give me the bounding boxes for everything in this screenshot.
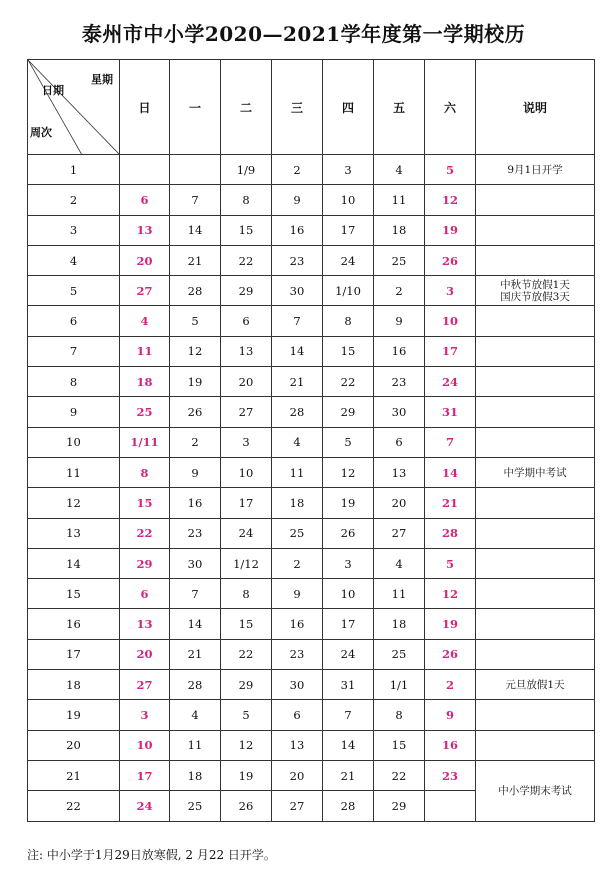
day-cell: 3: [323, 155, 374, 185]
day-cell: 10: [221, 457, 272, 487]
week-number: 14: [28, 548, 120, 578]
day-cell: 8: [323, 306, 374, 336]
day-cell: [120, 155, 170, 185]
day-cell: 15: [120, 488, 170, 518]
header-day-tue: 二: [221, 60, 272, 155]
day-cell: 7: [323, 700, 374, 730]
day-cell: 6: [272, 700, 323, 730]
day-cell: 11: [170, 730, 221, 760]
note-cell: 9月1日开学: [476, 155, 595, 185]
note-cell: [476, 730, 595, 760]
day-cell: 21: [272, 367, 323, 397]
week-number: 22: [28, 791, 120, 821]
note-cell: [476, 700, 595, 730]
day-cell: 9: [170, 457, 221, 487]
day-cell: 23: [170, 518, 221, 548]
week-number: 10: [28, 427, 120, 457]
table-row: [28, 276, 595, 306]
day-cell: 17: [323, 609, 374, 639]
day-cell: 20: [120, 245, 170, 275]
day-cell: 31: [425, 397, 476, 427]
table-row: [28, 760, 595, 790]
day-cell: 8: [120, 457, 170, 487]
day-cell: 18: [374, 609, 425, 639]
day-cell: 13: [221, 336, 272, 366]
day-cell: 17: [323, 215, 374, 245]
table-row: [28, 306, 595, 336]
day-cell: 1/11: [120, 427, 170, 457]
day-cell: 29: [221, 670, 272, 700]
day-cell: 25: [120, 397, 170, 427]
day-cell: [425, 791, 476, 821]
day-cell: 13: [272, 730, 323, 760]
week-number: 2: [28, 185, 120, 215]
table-row: [28, 639, 595, 669]
day-cell: 28: [323, 791, 374, 821]
table-row: [28, 518, 595, 548]
day-cell: 13: [120, 609, 170, 639]
day-cell: 29: [120, 548, 170, 578]
day-cell: 28: [272, 397, 323, 427]
day-cell: 24: [120, 791, 170, 821]
footnote: 注: 中小学于1月29日放寒假, 2 月22 日开学。: [27, 848, 276, 862]
day-cell: 2: [374, 276, 425, 306]
day-cell: 18: [374, 215, 425, 245]
day-cell: 17: [221, 488, 272, 518]
week-number: 4: [28, 245, 120, 275]
table-row: [28, 700, 595, 730]
day-cell: 24: [425, 367, 476, 397]
note-cell: 中小学期末考试: [476, 760, 595, 821]
week-number: 16: [28, 609, 120, 639]
day-cell: 3: [425, 276, 476, 306]
day-cell: 22: [120, 518, 170, 548]
table-row: [28, 609, 595, 639]
day-cell: 18: [120, 367, 170, 397]
day-cell: 1/10: [323, 276, 374, 306]
table-row: [28, 579, 595, 609]
day-cell: 22: [323, 367, 374, 397]
day-cell: 8: [221, 579, 272, 609]
day-cell: 2: [272, 548, 323, 578]
day-cell: 13: [120, 215, 170, 245]
table-row: [28, 336, 595, 366]
day-cell: 3: [120, 700, 170, 730]
note-cell: [476, 245, 595, 275]
day-cell: 17: [425, 336, 476, 366]
day-cell: [170, 155, 221, 185]
day-cell: 18: [272, 488, 323, 518]
day-cell: 18: [170, 760, 221, 790]
day-cell: 16: [272, 215, 323, 245]
day-cell: 4: [120, 306, 170, 336]
calendar-table: [27, 59, 595, 822]
note-cell: [476, 185, 595, 215]
week-number: 21: [28, 760, 120, 790]
table-row: [28, 488, 595, 518]
week-number: 6: [28, 306, 120, 336]
header-day-wed: 三: [272, 60, 323, 155]
day-cell: 23: [374, 367, 425, 397]
day-cell: 19: [170, 367, 221, 397]
day-cell: 26: [170, 397, 221, 427]
table-row: [28, 548, 595, 578]
day-cell: 25: [170, 791, 221, 821]
header-note: 说明: [476, 60, 595, 155]
day-cell: 31: [323, 670, 374, 700]
day-cell: 20: [272, 760, 323, 790]
week-number: 18: [28, 670, 120, 700]
day-cell: 14: [170, 609, 221, 639]
table-row: [28, 245, 595, 275]
day-cell: 5: [425, 548, 476, 578]
header-day-fri: 五: [374, 60, 425, 155]
week-number: 5: [28, 276, 120, 306]
day-cell: 27: [120, 276, 170, 306]
day-cell: 12: [425, 579, 476, 609]
note-cell: [476, 215, 595, 245]
corner-weekday-label: 星期: [91, 73, 113, 86]
header-day-sun: 日: [120, 60, 170, 155]
day-cell: 25: [374, 639, 425, 669]
note-line: 中秋节放假1天: [500, 278, 570, 291]
day-cell: 5: [323, 427, 374, 457]
note-cell: [476, 518, 595, 548]
calendar-body: [28, 60, 595, 822]
day-cell: 20: [374, 488, 425, 518]
day-cell: 4: [374, 548, 425, 578]
day-cell: 10: [323, 579, 374, 609]
week-number: 20: [28, 730, 120, 760]
day-cell: 27: [374, 518, 425, 548]
week-number: 12: [28, 488, 120, 518]
day-cell: 5: [425, 155, 476, 185]
day-cell: 26: [425, 639, 476, 669]
day-cell: 29: [221, 276, 272, 306]
day-cell: 12: [323, 457, 374, 487]
day-cell: 27: [221, 397, 272, 427]
day-cell: 13: [374, 457, 425, 487]
day-cell: 7: [272, 306, 323, 336]
note-cell: 中学期中考试: [476, 457, 595, 487]
day-cell: 2: [272, 155, 323, 185]
day-cell: 28: [170, 670, 221, 700]
day-cell: 11: [272, 457, 323, 487]
header-row: [28, 60, 595, 155]
day-cell: 19: [425, 215, 476, 245]
day-cell: 7: [170, 579, 221, 609]
day-cell: 24: [323, 639, 374, 669]
note-cell: [476, 488, 595, 518]
day-cell: 4: [170, 700, 221, 730]
day-cell: 16: [170, 488, 221, 518]
day-cell: 19: [425, 609, 476, 639]
note-cell: [476, 427, 595, 457]
day-cell: 30: [170, 548, 221, 578]
page-title: 泰州市中小学2020—2021学年度第一学期校历: [81, 22, 526, 46]
day-cell: 27: [120, 670, 170, 700]
header-day-sat: 六: [425, 60, 476, 155]
table-row: [28, 367, 595, 397]
day-cell: 3: [323, 548, 374, 578]
week-number: 9: [28, 397, 120, 427]
day-cell: 10: [425, 306, 476, 336]
week-number: 3: [28, 215, 120, 245]
day-cell: 4: [374, 155, 425, 185]
day-cell: 1/9: [221, 155, 272, 185]
day-cell: 25: [272, 518, 323, 548]
day-cell: 3: [221, 427, 272, 457]
week-number: 15: [28, 579, 120, 609]
week-number: 7: [28, 336, 120, 366]
day-cell: 11: [374, 185, 425, 215]
header-day-mon: 一: [170, 60, 221, 155]
day-cell: 21: [425, 488, 476, 518]
day-cell: 23: [272, 639, 323, 669]
day-cell: 2: [425, 670, 476, 700]
day-cell: 15: [221, 609, 272, 639]
day-cell: 22: [221, 245, 272, 275]
day-cell: 10: [120, 730, 170, 760]
day-cell: 30: [374, 397, 425, 427]
note-cell: [476, 276, 595, 306]
table-row: [28, 427, 595, 457]
table-row: [28, 215, 595, 245]
day-cell: 19: [323, 488, 374, 518]
day-cell: 26: [425, 245, 476, 275]
day-cell: 14: [425, 457, 476, 487]
day-cell: 17: [120, 760, 170, 790]
day-cell: 16: [374, 336, 425, 366]
day-cell: 24: [323, 245, 374, 275]
table-row: [28, 457, 595, 487]
day-cell: 24: [221, 518, 272, 548]
week-number: 19: [28, 700, 120, 730]
day-cell: 11: [120, 336, 170, 366]
note-cell: [476, 397, 595, 427]
day-cell: 28: [425, 518, 476, 548]
day-cell: 23: [272, 245, 323, 275]
header-day-thu: 四: [323, 60, 374, 155]
note-cell: [476, 336, 595, 366]
note-line: 国庆节放假3天: [500, 290, 570, 303]
day-cell: 21: [323, 760, 374, 790]
note-cell: [476, 579, 595, 609]
table-row: [28, 185, 595, 215]
day-cell: 27: [272, 791, 323, 821]
table-row: [28, 155, 595, 185]
day-cell: 2: [170, 427, 221, 457]
day-cell: 6: [120, 579, 170, 609]
day-cell: 26: [221, 791, 272, 821]
day-cell: 21: [170, 639, 221, 669]
day-cell: 6: [120, 185, 170, 215]
day-cell: 22: [374, 760, 425, 790]
day-cell: 6: [374, 427, 425, 457]
day-cell: 22: [221, 639, 272, 669]
table-row: [28, 730, 595, 760]
week-number: 1: [28, 155, 120, 185]
day-cell: 14: [323, 730, 374, 760]
day-cell: 21: [170, 245, 221, 275]
day-cell: 12: [425, 185, 476, 215]
day-cell: 7: [425, 427, 476, 457]
day-cell: 5: [221, 700, 272, 730]
day-cell: 15: [221, 215, 272, 245]
day-cell: 14: [272, 336, 323, 366]
corner-date-label: 日期: [42, 84, 64, 97]
corner-cell: [28, 60, 120, 155]
day-cell: 16: [272, 609, 323, 639]
day-cell: 16: [425, 730, 476, 760]
day-cell: 30: [272, 670, 323, 700]
week-number: 8: [28, 367, 120, 397]
day-cell: 15: [323, 336, 374, 366]
day-cell: 30: [272, 276, 323, 306]
day-cell: 9: [374, 306, 425, 336]
day-cell: 4: [272, 427, 323, 457]
day-cell: 8: [374, 700, 425, 730]
day-cell: 29: [323, 397, 374, 427]
day-cell: 25: [374, 245, 425, 275]
note-cell: [476, 639, 595, 669]
note-cell: [476, 306, 595, 336]
day-cell: 20: [221, 367, 272, 397]
day-cell: 7: [170, 185, 221, 215]
note-cell: [476, 609, 595, 639]
note-cell: [476, 367, 595, 397]
day-cell: 10: [323, 185, 374, 215]
day-cell: 9: [272, 579, 323, 609]
day-cell: 6: [221, 306, 272, 336]
day-cell: 20: [120, 639, 170, 669]
day-cell: 14: [170, 215, 221, 245]
day-cell: 29: [374, 791, 425, 821]
week-number: 17: [28, 639, 120, 669]
day-cell: 9: [272, 185, 323, 215]
day-cell: 11: [374, 579, 425, 609]
day-cell: 1/12: [221, 548, 272, 578]
day-cell: 8: [221, 185, 272, 215]
day-cell: 19: [221, 760, 272, 790]
table-row: [28, 670, 595, 700]
week-number: 13: [28, 518, 120, 548]
day-cell: 15: [374, 730, 425, 760]
day-cell: 5: [170, 306, 221, 336]
day-cell: 26: [323, 518, 374, 548]
corner-week-label: 周次: [30, 126, 52, 139]
day-cell: 12: [221, 730, 272, 760]
day-cell: 1/1: [374, 670, 425, 700]
day-cell: 12: [170, 336, 221, 366]
note-cell: 元旦放假1天: [476, 670, 595, 700]
day-cell: 23: [425, 760, 476, 790]
week-number: 11: [28, 457, 120, 487]
table-row: [28, 397, 595, 427]
day-cell: 9: [425, 700, 476, 730]
day-cell: 28: [170, 276, 221, 306]
note-cell: [476, 548, 595, 578]
